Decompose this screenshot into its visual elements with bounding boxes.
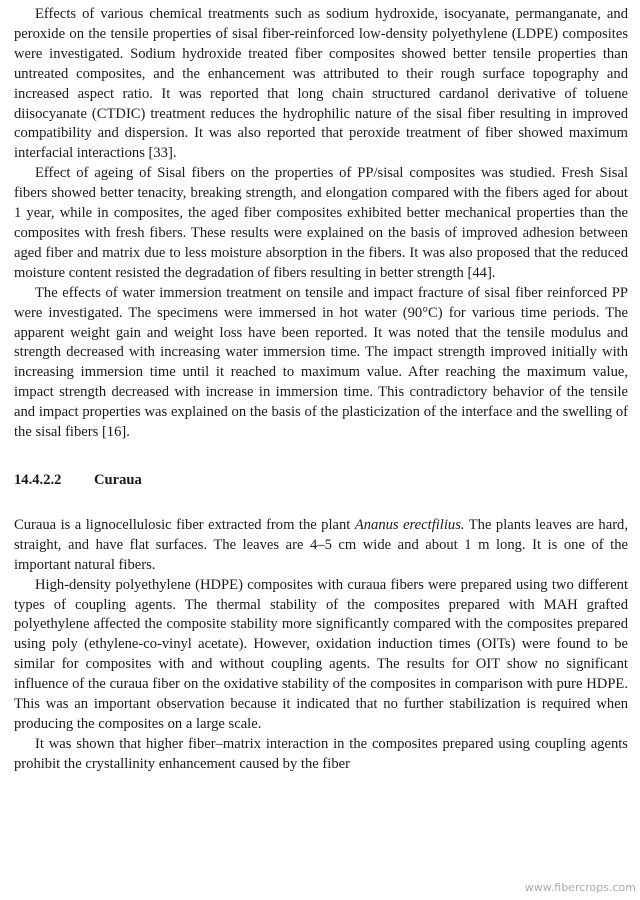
section-heading — [14, 470, 628, 490]
site-watermark: www.fibercrops.com — [524, 881, 636, 894]
paragraph-hdpe-composites: High-density polyethylene (HDPE) composites with curaua fibers were prepared using two different types of coupling agents. The thermal stability of the composites prepared with MAH grafted polyethylene affected the composite stability more significantly compared with the composites prepared using poly (ethylene-co-vinyl acetate). However, oxidation induction times (OITs) were found to be similar for composites with and without coupling agents. The results for OIT show no significant influence of the curaua fiber on the oxidative stability of the composites in comparison with pure HDPE. This was an important observation because it indicated that no further stabilization is required when producing the composites on a large scale. — [14, 576, 628, 732]
paragraph-water-immersion: The effects of water immersion treatment on tensile and impact fracture of sisal fiber reinforced PP were investigated. The specimens were immersed in hot water (90°C) for various time periods. The apparent weight gain and weight loss have been reported. It was noted that the tensile modulus and strength decreased with increasing water immersion time. The impact strength improved initially with increasing immersion time until it reached to maximum value. After reaching the maximum value, impact strength decreased with increase in immersion time. This contradictory behavior of the tensile and impact properties was explained on the basis of the plasticization of the interface and the swelling of the sisal fibers [16]. — [14, 284, 628, 441]
document-page — [14, 5, 628, 775]
paragraph-chemical-treatments: Effects of various chemical treatments such as sodium hydroxide, isocyanate, permanganate, and peroxide on the tensile properties of sisal fiber-reinforced low-density polyethylene (LDPE) composites were investigated. Sodium hydroxide treated fiber composites showed better tensile properties than untreated composites, and the enhancement was attributed to their rough surface topography and increased aspect ratio. It was reported that long chain structured cardanol derivative of toluene diisocyanate (CTDIC) treatment reduces the hydrophilic nature of the sisal fiber resulting in improved compatibility and dispersion. It was also reported that peroxide treatment of fiber showed maximum interfacial interactions [33]. — [14, 6, 628, 162]
curaua-intro-text-1: Curaua is a lignocellulosic fiber extracted from the plant — [14, 516, 355, 533]
paragraph-fiber-matrix-interaction: It was shown that higher fiber–matrix interaction in the composites prepared using coupling agents prohibit the crystallinity enhancement caused by the fiber — [14, 735, 628, 772]
section-number: 14.4.2.2 — [14, 471, 62, 488]
curaua-intro-text-2: The plants leaves are hard, straight, and have flat surfaces. The leaves are 4–5 cm wide and about 1 m long. It is one of the important natural fibers. — [14, 516, 628, 573]
paragraph-curaua-intro — [14, 516, 628, 576]
section-title: Curaua — [94, 471, 142, 488]
paragraph-ageing-sisal: Effect of ageing of Sisal fibers on the properties of PP/sisal composites was studied. Fresh Sisal fibers showed better tenacity, breaking strength, and elongation compared with the fibers aged for about 1 year, while in composites, the aged fiber composites exhibited better mechanical properties than the composites with fresh fibers. These results were explained on the basis of improved adhesion between aged fiber and matrix due to less moisture absorption in the fibers. It was also proposed that the reduced moisture content resisted the degradation of fibers resulting in better strength [44]. — [14, 165, 628, 281]
plant-species-name: Ananus erectfilius. — [354, 516, 465, 533]
